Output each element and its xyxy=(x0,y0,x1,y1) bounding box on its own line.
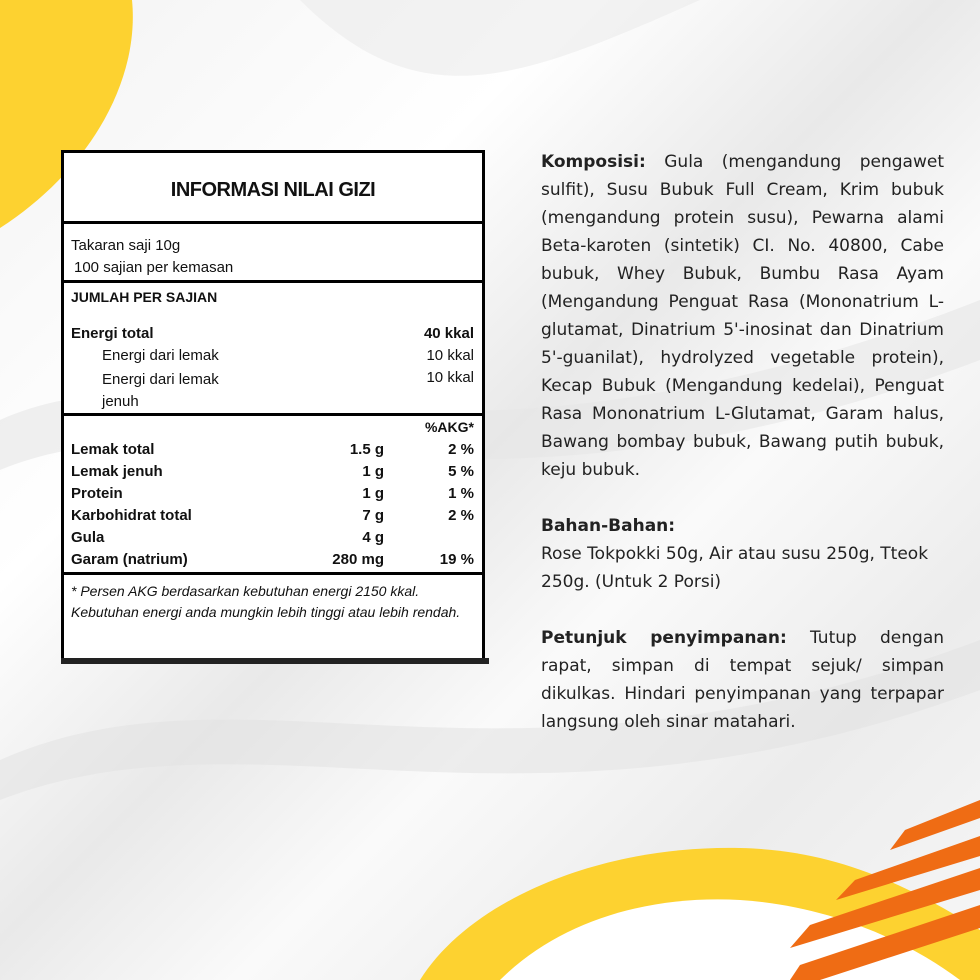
nutrient-amount: 7 g xyxy=(362,507,384,524)
energy-row-fat xyxy=(71,347,474,364)
nutrient-akg: 5 % xyxy=(448,463,474,480)
nutrient-label: Garam (natrium) xyxy=(71,551,188,568)
nutrient-amount: 1.5 g xyxy=(349,441,384,458)
ingredients-heading-paragraph xyxy=(541,512,944,540)
product-info xyxy=(541,148,944,736)
divider xyxy=(64,413,482,416)
nutrient-row xyxy=(71,507,474,529)
nutrient-row xyxy=(71,463,474,485)
nutrition-facts-panel xyxy=(61,150,485,661)
energy-row-saturated-fat xyxy=(71,369,474,413)
nutrient-label: Protein xyxy=(71,485,123,502)
ingredients-text: Rose Tokpokki 50g, Air atau susu 250g, Tteok 250g. (Untuk 2 Porsi) xyxy=(541,544,929,592)
servings-per-pack: 100 sajian per kemasan xyxy=(74,259,234,276)
nutrient-row xyxy=(71,529,474,551)
nutrient-amount: 280 mg xyxy=(332,551,384,568)
nutrient-akg: 2 % xyxy=(448,441,474,458)
nutrient-label: Lemak jenuh xyxy=(71,463,163,480)
energy-label: Energi dari lemak xyxy=(102,347,219,364)
section-heading: JUMLAH PER SAJIAN xyxy=(71,289,218,305)
nutrient-akg: 1 % xyxy=(448,485,474,502)
nutrient-amount: 4 g xyxy=(362,529,384,546)
composition-label: Komposisi: xyxy=(541,152,646,172)
ingredients-paragraph xyxy=(541,540,944,596)
nutrient-akg: 19 % xyxy=(439,551,474,568)
energy-label: Energi total xyxy=(71,325,154,342)
nutrient-label: Lemak total xyxy=(71,441,155,458)
energy-value: 40 kkal xyxy=(423,325,474,342)
divider xyxy=(64,221,482,224)
divider xyxy=(64,280,482,283)
akg-footnote: * Persen AKG berdasarkan kebutuhan energi 2150 kkal. Kebutuhan energi anda mungkin lebih tinggi atau lebih rendah. xyxy=(71,583,461,620)
nutrient-amount: 1 g xyxy=(362,463,384,480)
nutrient-amount: 1 g xyxy=(362,485,384,502)
nutrient-row xyxy=(71,441,474,463)
composition-paragraph xyxy=(541,148,944,484)
divider xyxy=(64,572,482,575)
energy-value: 10 kkal xyxy=(426,347,474,364)
serving-size: Takaran saji 10g xyxy=(71,237,181,254)
nutrient-row xyxy=(71,551,474,573)
energy-row-total xyxy=(71,325,474,342)
serving-info xyxy=(71,235,233,279)
storage-label: Petunjuk penyimpanan: xyxy=(541,628,787,648)
storage-text: Tutup dengan rapat, simpan di tempat sejuk/ simpan dikulkas. Hindari penyimpanan yang terpapar langsung oleh sinar matahari. xyxy=(541,628,945,732)
energy-value: 10 kkal xyxy=(426,369,474,386)
composition-text: Gula (mengandung pengawet sulfit), Susu Bubuk Full Cream, Krim bubuk (mengandung protein susu), Pewarna alami Beta-karoten (sintetik) CI. No. 40800, Cabe bubuk, Whey Bubuk, Bumbu Rasa Ayam (Mengandung Penguat Rasa (Mononatrium L-glutamat, Dinatrium 5'-inosinat dan Dinatrium 5'-guanilat), hydrolyzed vegetable protein), Kecap Bubuk (Mengandung kedelai), Penguat Rasa Mononatrium L-Glutamat, Garam halus, Bawang bombay bubuk, Bawang putih bubuk, keju bubuk. xyxy=(541,152,944,480)
akg-header: %AKG* xyxy=(424,419,474,435)
panel-shadow-bar xyxy=(61,658,489,664)
ingredients-label: Bahan-Bahan: xyxy=(541,516,676,536)
nutrient-label: Karbohidrat total xyxy=(71,507,192,524)
nutrient-akg: 2 % xyxy=(448,507,474,524)
nutrient-row xyxy=(71,485,474,507)
energy-label: Energi dari lemak jenuh xyxy=(102,371,219,410)
nutrition-title: INFORMASI NILAI GIZI xyxy=(170,179,376,201)
nutrient-label: Gula xyxy=(71,529,105,546)
storage-paragraph xyxy=(541,624,944,736)
